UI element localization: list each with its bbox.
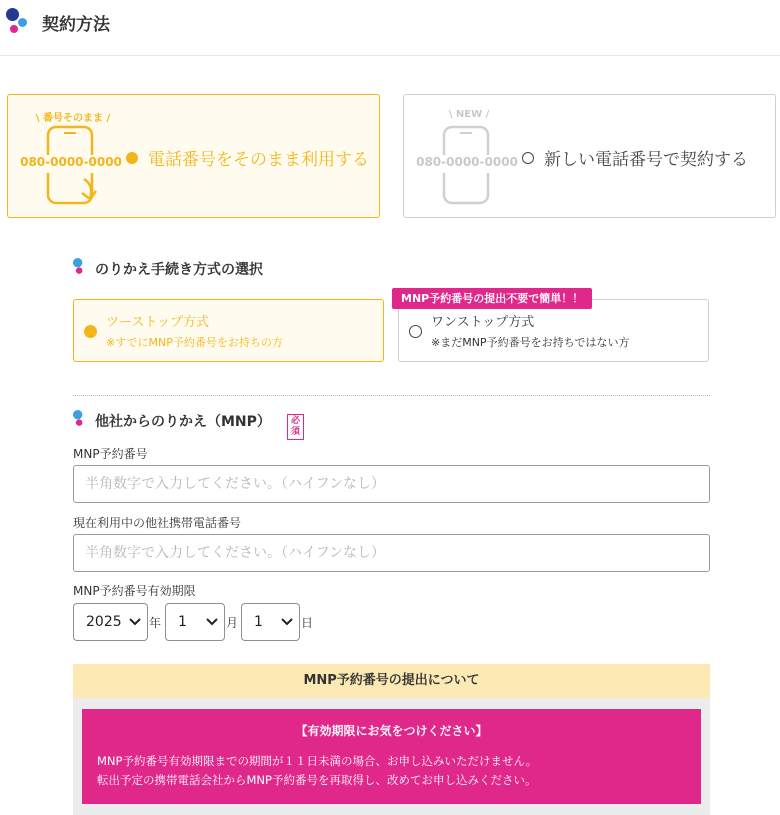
section-dots-icon bbox=[73, 410, 89, 429]
required-badge: 必須 bbox=[287, 414, 304, 440]
new-tagline: \ NEW / bbox=[448, 109, 490, 120]
expiry-year-select[interactable] bbox=[73, 603, 148, 641]
expiry-month-select[interactable] bbox=[165, 603, 225, 641]
expiry-label: MNP予約番号有効期限 bbox=[73, 584, 196, 598]
year-unit: 年 bbox=[149, 616, 162, 630]
day-unit: 日 bbox=[301, 616, 314, 630]
two-stop-note: ※すでにMNP予約番号をお持ちの方 bbox=[106, 336, 283, 349]
one-stop-name: ワンストップ方式 bbox=[431, 315, 535, 330]
new-label: 新しい電話番号で契約する bbox=[544, 150, 748, 170]
expiry-month-value: 1 bbox=[178, 614, 187, 630]
page-title: 契約方法 bbox=[42, 15, 110, 35]
section-dots-icon bbox=[73, 258, 89, 277]
expiry-year-value: 2025 bbox=[86, 614, 122, 630]
keep-sample-number: 080-0000-0000 bbox=[20, 155, 122, 169]
section-divider bbox=[73, 395, 710, 396]
mnp-number-label: MNP予約番号 bbox=[73, 447, 148, 461]
current-phone-input[interactable] bbox=[73, 534, 710, 572]
warning-line-2: 転出予定の携帯電話会社からMNP予約番号を再取得し、改めてお申し込みください。 bbox=[97, 773, 537, 787]
keep-radio[interactable] bbox=[126, 152, 138, 164]
notice-heading: MNP予約番号の提出について bbox=[73, 664, 710, 698]
option-keep-number[interactable] bbox=[7, 94, 380, 218]
chevron-down-icon bbox=[129, 617, 141, 627]
chevron-down-icon bbox=[206, 617, 218, 627]
procedure-heading-text: のりかえ手続き方式の選択 bbox=[95, 262, 263, 278]
month-unit: 月 bbox=[226, 616, 239, 630]
new-sample-number: 080-0000-0000 bbox=[416, 155, 518, 169]
keep-label: 電話番号をそのまま利用する bbox=[148, 150, 369, 170]
keep-tagline: \ 番号そのまま / bbox=[35, 113, 111, 124]
option-two-stop[interactable] bbox=[73, 299, 384, 362]
option-new-number[interactable] bbox=[403, 94, 776, 218]
two-stop-radio[interactable] bbox=[84, 325, 97, 338]
one-stop-promo-badge: MNP予約番号の提出不要で簡単！！ bbox=[392, 288, 592, 309]
one-stop-note: ※まだMNP予約番号をお持ちではない方 bbox=[431, 336, 630, 349]
mnp-number-input[interactable] bbox=[73, 465, 710, 503]
page-header bbox=[0, 0, 780, 56]
two-stop-name: ツーストップ方式 bbox=[106, 315, 209, 330]
expiry-day-select[interactable] bbox=[241, 603, 300, 641]
one-stop-radio[interactable] bbox=[409, 325, 422, 338]
expiry-warning-box bbox=[82, 709, 701, 804]
mnp-heading-text: 他社からのりかえ（MNP） bbox=[95, 414, 271, 430]
brand-dots-icon bbox=[6, 8, 28, 34]
warning-line-1: MNP予約番号有効期限までの期間が１１日未満の場合、お申し込みいただけません。 bbox=[97, 754, 538, 768]
new-radio[interactable] bbox=[522, 152, 534, 164]
current-phone-label: 現在利用中の他社携帯電話番号 bbox=[73, 516, 242, 530]
expiry-day-value: 1 bbox=[254, 614, 263, 630]
chevron-down-icon bbox=[281, 617, 293, 627]
warning-title: 【有効期限にお気をつけください】 bbox=[295, 724, 488, 738]
